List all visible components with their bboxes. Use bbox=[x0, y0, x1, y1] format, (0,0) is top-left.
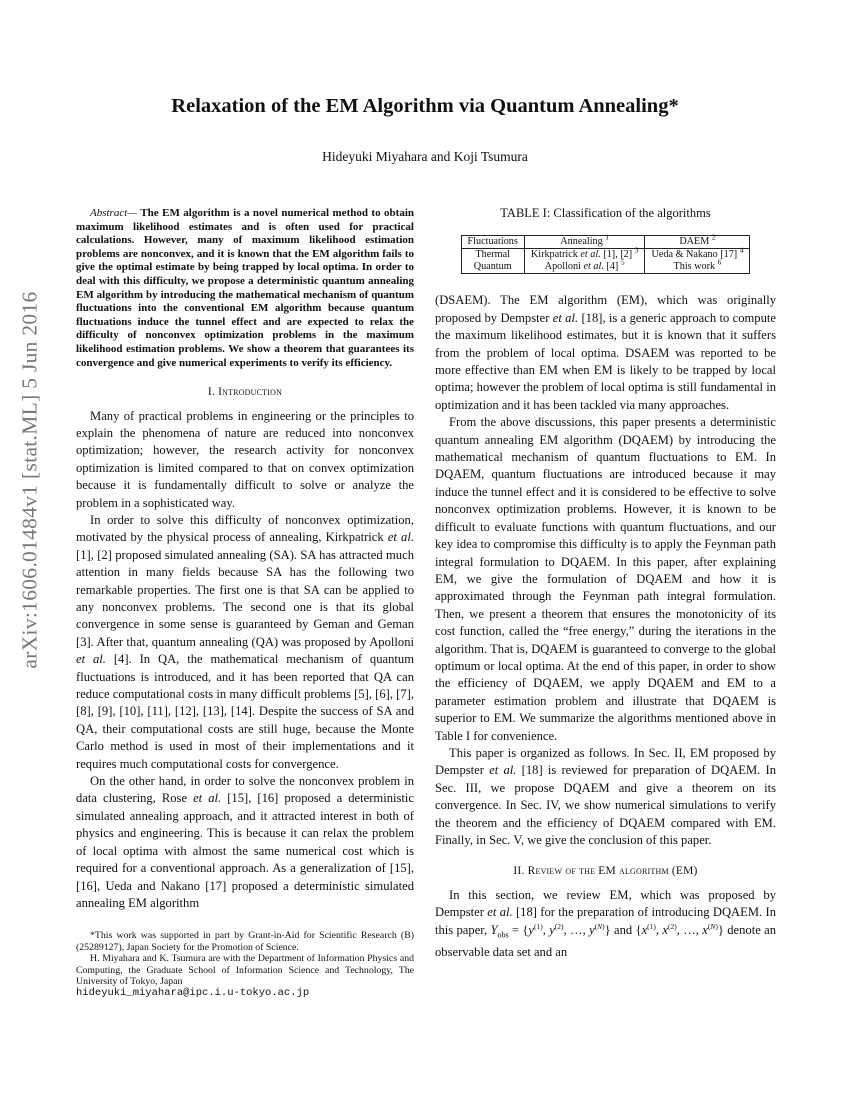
table-header-cell: Annealing $^1$ bbox=[524, 236, 645, 249]
funding-footnote: *This work was supported in part by Grant-in-Aid for Scientific Research (B) (25289127), Japan Society for the Promotion of Science. bbox=[76, 930, 414, 953]
author-email: hideyuki_miyahara@ipc.i.u-tokyo.ac.jp bbox=[76, 987, 310, 1000]
table-cell: This work $^6$ bbox=[645, 261, 750, 274]
observed-data-set-formula: $Y_{obs} = \{y^{(1)}$, $y^{(2)}$, …, $y^{(N)}$} and {$x^{(1)}$, $x^{(2)}$, …, $x^{(N)}$} bbox=[490, 921, 724, 940]
paper-title: Relaxation of the EM Algorithm via Quantum Annealing* bbox=[171, 95, 679, 117]
arxiv-identifier-stamp bbox=[10, 270, 50, 690]
left-column bbox=[76, 205, 414, 1000]
table-header-cell: Fluctuations bbox=[461, 236, 524, 249]
footnotes bbox=[76, 930, 414, 999]
right-paragraph-1: (DSAEM). The EM algorithm (EM), which was originally proposed by Dempster et al. [18], is a generic approach to compute the maximum likelihood estimates, but it is known that it suffers from the problem of local optima. DSAEM was reported to be more effective than EM when EM is likely to be trapped by local optima; however the problem of local optima is still fundamental in optimization and it has been tackled via many approaches. bbox=[435, 293, 776, 412]
intro-paragraph-2: In order to solve this difficulty of nonconvex optimization, motivated by the physical process of annealing, Kirkpatrick et al. [1], [2] proposed simulated annealing (SA). SA has attracted much attention in many fields because SA has the following two remarkable properties. The first one is that SA can be applied to any nonconvex problems. The second one is that its global convergence in some sense is guaranteed by Geman and Geman [3]. After that, quantum annealing (QA) was proposed by Apolloni et al. [4]. In QA, the mathematical mechanism of quantum fluctuations is introduced, and it has been reported that QA can reduce computational costs in many difficult problems [5], [6], [7], [8], [9], [10], [11], [12], [13], [14]. Despite the success of SA and QA, their computational costs are still huge, because the Monte Carlo method is used in most of their implementations and it requires much computational costs for convergence. bbox=[76, 512, 414, 771]
table-cell: Quantum bbox=[461, 261, 524, 274]
table-caption: TABLE I: Classification of the algorithms bbox=[500, 206, 711, 220]
table-cell: Thermal bbox=[461, 249, 524, 262]
intro-paragraph-1: Many of practical problems in engineering or the principles to explain the phenomena of nature are reduced into nonconvex optimization; however, the research activity for nonconvex optimization is limited compared to that on convex optimization because it is fundamentally difficult to solve or analyze the problem in a sophisticated way. bbox=[76, 408, 414, 510]
paper-authors: Hideyuki Miyahara and Koji Tsumura bbox=[322, 149, 528, 164]
table-header-cell: DAEM $^2$ bbox=[645, 236, 750, 249]
table-cell: Ueda & Nakano [17] $^4$ bbox=[645, 249, 750, 262]
table-row bbox=[461, 261, 750, 274]
section-heading-review-em: II. Review of the EM algorithm (EM) bbox=[513, 865, 698, 878]
table-header-row bbox=[461, 236, 750, 249]
right-paragraph-2: From the above discussions, this paper presents a deterministic quantum annealing EM algorithm (DQAEM) by introducing the mathematical mechanism of quantum fluctuations to EM. In DQAEM, quantum fluctuations are introduced because it may induce the tunnel effect and it is considered to be effective to solve nonconvex optimization problems. However, it is known to be difficult to evaluate functions with quantum fluctuations, and our key idea to compromise this difficulty is to apply the Feynman path integral formulation to DQAEM. In this paper, after explaining EM, we give the formulation of DQAEM and how it is approximated through the Feynman path integral formulation. Then, we present a theorem that ensures the monotonicity of its cost function, called the “free energy,” during the iterations in the algorithm. That is, DQAEM is guaranteed to converge to the global optimum or local optima. At the end of this paper, in order to show the efficiency of DQAEM, we apply DQAEM and EM to a parameter estimation problem and illustrate that DQAEM is superior to EM. We summarize the algorithms mentioned above in Table I for convenience. bbox=[435, 415, 776, 743]
classification-table bbox=[461, 235, 751, 274]
affiliation-footnote: H. Miyahara and K. Tsumura are with the Department of Information Physics and Computing, the Graduate School of Information Science and Technology, The University of Tokyo, Japan hideyuki_miyahara@ipc.i.u-tokyo.ac.jp bbox=[76, 953, 414, 1000]
abstract-text: The EM algorithm is a novel numerical method to obtain maximum likelihood estimates and is often used for practical calculations. However, many of maximum likelihood estimation problems are nonconvex, and it is known that the EM algorithm fails to give the optimal estimate by being trapped by local optima. In order to deal with this difficulty, we propose a deterministic quantum annealing EM algorithm by introducing the mathematical mechanism of quantum fluctuations into the conventional EM algorithm because quantum fluctuations induce the tunnel effect and are expected to relax the difficulty of nonconvex optimization problems in the maximum likelihood estimation problems. We show a theorem that guarantees its convergence and give numerical experiments to verify its efficiency. bbox=[76, 207, 414, 369]
table-cell: Apolloni et al. [4] $^5$ bbox=[524, 261, 645, 274]
arxiv-id: arXiv:1606.01484v1 [stat.ML] 5 Jun 2016 bbox=[17, 291, 42, 669]
table-cell: Kirkpatrick et al. [1], [2] $^3$ bbox=[524, 249, 645, 262]
right-column bbox=[435, 205, 776, 961]
right-paragraph-3: This paper is organized as follows. In Sec. II, EM proposed by Dempster et al. [18] is reviewed for preparation of DQAEM. In Sec. III, we propose DQAEM and give a theorem on its convergence. In Sec. IV, we show numerical simulations to verify the theorem and the efficiency of DQAEM compared with EM. Finally, in Sec. V, we give the conclusion of this paper. bbox=[435, 745, 777, 847]
abstract bbox=[76, 207, 414, 370]
table-row bbox=[461, 249, 750, 262]
abstract-label: Abstract— bbox=[90, 207, 138, 219]
section-heading-introduction: I. Introduction bbox=[207, 386, 283, 399]
right-paragraph-4: In this section, we review EM, which was proposed by Dempster et al. [18] for the preparation of introducing DQAEM. In this paper, $Y_{obs} = \{y^{(1)}$, $y^{(2)}$, …, $y^{(N)}$} and {$x^{(1)}$, $x^{(2)}$, …, $x^{(N)}$} denote an observable data set and an bbox=[435, 887, 777, 959]
intro-paragraph-3: On the other hand, in order to solve the nonconvex problem in data clustering, Rose et al. [15], [16] proposed a deterministic simulated annealing approach, and it attracted interest in both of physics and engineering. This is because it can relax the problem of local optima with almost the same numerical cost which is required for a conventional approach. As a generalization of [15], [16], Ueda and Nakano [17] proposed a deterministic simulated annealing EM algorithm bbox=[76, 774, 414, 910]
